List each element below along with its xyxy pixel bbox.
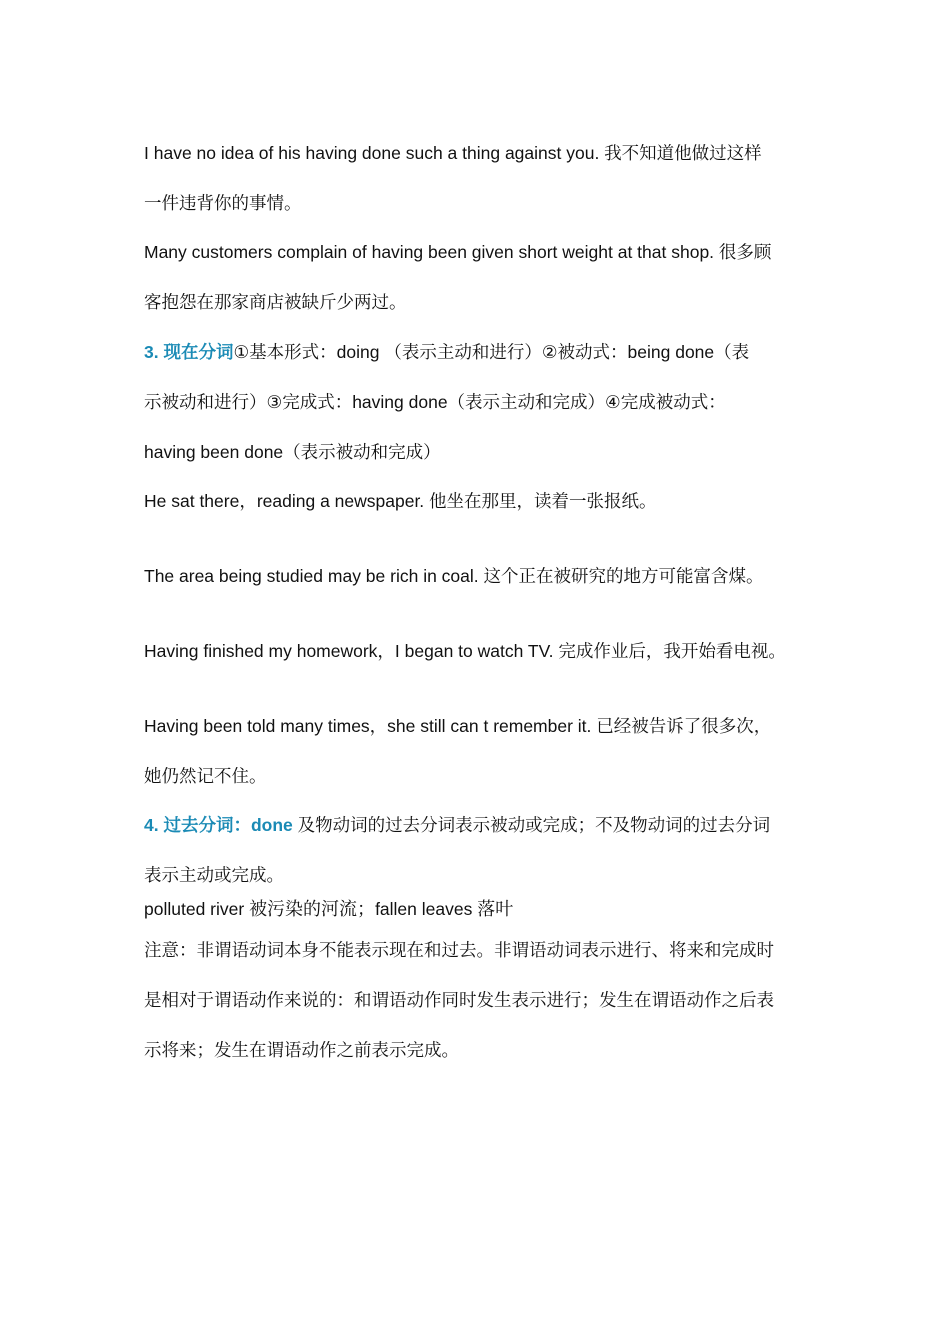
section-heading: 4. 过去分词：done <box>144 815 293 835</box>
example-sentence-2-cont: 客抱怨在那家商店被缺斤少两过。 <box>144 292 407 312</box>
section-heading: 3. 现在分词 <box>144 342 234 362</box>
section-text: ①基本形式：doing （表示主动和进行）②被动式：being done（表 <box>233 342 750 362</box>
phrase-en: fallen leaves <box>375 899 478 919</box>
example-sentence-2: Many customers complain of having been given short weight at that shop. 很多顾 <box>144 242 772 262</box>
section-text-cont: 示被动和进行）③完成式：having done（表示主动和完成）④完成被动式： <box>144 392 726 412</box>
note-text: 注意：非谓语动词本身不能表示现在和过去。非谓语动词表示进行、将来和完成时 <box>144 940 774 960</box>
note-text-cont: 是相对于谓语动作来说的：和谓语动作同时发生表示进行；发生在谓语动作之后表 <box>144 990 774 1010</box>
example-sentence-1: I have no idea of his having done such a thing against you. 我不知道他做过这样 <box>144 143 762 163</box>
phrase-zh: 落叶 <box>477 899 514 919</box>
example-sentence-6: Having been told many times，she still can t remember it. 已经被告诉了很多次， <box>144 716 772 736</box>
example-phrases <box>144 898 513 920</box>
section-text-cont: having been done（表示被动和完成） <box>144 442 441 462</box>
section-past-participle <box>144 814 770 836</box>
example-sentence-4: The area being studied may be rich in coal. 这个正在被研究的地方可能富含煤。 <box>144 566 764 586</box>
example-sentence-5: Having finished my homework，I began to watch TV. 完成作业后，我开始看电视。 <box>144 641 786 661</box>
example-sentence-3: He sat there，reading a newspaper. 他坐在那里，读着一张报纸。 <box>144 491 657 511</box>
section-present-participle <box>144 341 749 363</box>
note-text-cont: 示将来；发生在谓语动作之前表示完成。 <box>144 1040 459 1060</box>
section-text: 及物动词的过去分词表示被动或完成；不及物动词的过去分词 <box>292 815 771 835</box>
phrase-en: polluted river <box>144 899 250 919</box>
section-text-cont: 表示主动或完成。 <box>144 865 284 885</box>
example-sentence-1-cont: 一件违背你的事情。 <box>144 193 302 213</box>
example-sentence-6-cont: 她仍然记不住。 <box>144 766 267 786</box>
phrase-zh: 被污染的河流； <box>249 899 376 919</box>
